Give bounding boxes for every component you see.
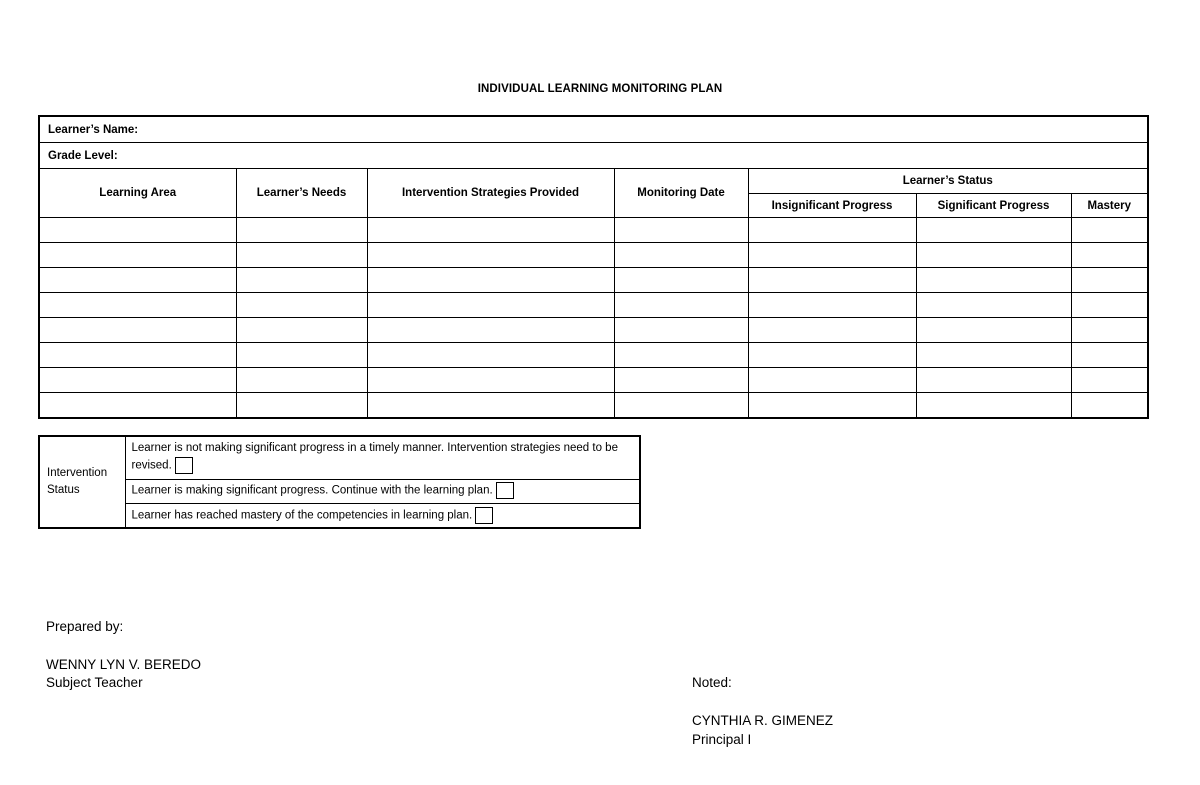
- table-row: [39, 318, 1148, 343]
- table-cell[interactable]: [748, 243, 916, 268]
- table-cell[interactable]: [236, 293, 367, 318]
- table-cell[interactable]: [614, 393, 748, 419]
- table-cell[interactable]: [916, 243, 1071, 268]
- table-row: [39, 343, 1148, 368]
- table-cell[interactable]: [1071, 393, 1148, 419]
- header-monitoring-date: Monitoring Date: [614, 169, 748, 218]
- table-row: [39, 243, 1148, 268]
- table-cell[interactable]: [1071, 268, 1148, 293]
- table-cell[interactable]: [1071, 243, 1148, 268]
- noted-name: CYNTHIA R. GIMENEZ: [692, 713, 834, 728]
- table-cell[interactable]: [916, 393, 1071, 419]
- table-cell[interactable]: [39, 318, 236, 343]
- noted-role: Principal I: [692, 732, 752, 747]
- learner-name-field[interactable]: [39, 116, 1148, 143]
- monitoring-plan-table: [38, 115, 1149, 419]
- table-cell[interactable]: [236, 393, 367, 419]
- table-cell[interactable]: [236, 343, 367, 368]
- table-cell[interactable]: [236, 218, 367, 243]
- status-revise-checkbox[interactable]: [175, 457, 193, 474]
- table-cell[interactable]: [367, 368, 614, 393]
- table-row: [39, 368, 1148, 393]
- table-cell[interactable]: [916, 343, 1071, 368]
- header-learners-status: Learner’s Status: [748, 169, 1148, 194]
- table-cell[interactable]: [748, 293, 916, 318]
- status-option-mastery: [125, 503, 640, 528]
- table-cell[interactable]: [367, 318, 614, 343]
- status-option-revise-text: Learner is not making significant progress in a timely manner. Intervention strategies need to be revised.: [131, 442, 618, 473]
- header-learning-area: Learning Area: [39, 169, 236, 218]
- intervention-status-label: Intervention Status: [39, 436, 125, 528]
- table-cell[interactable]: [748, 393, 916, 419]
- table-cell[interactable]: [367, 218, 614, 243]
- table-cell[interactable]: [1071, 318, 1148, 343]
- table-cell[interactable]: [1071, 343, 1148, 368]
- table-cell[interactable]: [748, 368, 916, 393]
- table-row: [39, 218, 1148, 243]
- table-cell[interactable]: [236, 318, 367, 343]
- table-cell[interactable]: [614, 343, 748, 368]
- status-option-mastery-text: Learner has reached mastery of the competencies in learning plan.: [131, 509, 473, 522]
- table-row: [39, 293, 1148, 318]
- table-cell[interactable]: [236, 268, 367, 293]
- table-cell[interactable]: [916, 268, 1071, 293]
- table-cell[interactable]: [39, 293, 236, 318]
- table-cell[interactable]: [39, 218, 236, 243]
- status-mastery-checkbox[interactable]: [475, 507, 493, 524]
- status-option-revise: [125, 436, 640, 479]
- grade-level-label: Grade Level:: [48, 149, 118, 162]
- header-intervention-strategies: Intervention Strategies Provided: [367, 169, 614, 218]
- document-title: INDIVIDUAL LEARNING MONITORING PLAN: [477, 83, 723, 95]
- table-cell[interactable]: [916, 368, 1071, 393]
- table-cell[interactable]: [614, 318, 748, 343]
- status-continue-checkbox[interactable]: [496, 482, 514, 499]
- table-cell[interactable]: [614, 368, 748, 393]
- table-cell[interactable]: [39, 243, 236, 268]
- table-cell[interactable]: [39, 343, 236, 368]
- header-insignificant-progress: Insignificant Progress: [748, 194, 916, 218]
- table-cell[interactable]: [1071, 368, 1148, 393]
- header-mastery: Mastery: [1071, 194, 1148, 218]
- table-cell[interactable]: [367, 293, 614, 318]
- table-cell[interactable]: [39, 268, 236, 293]
- table-cell[interactable]: [367, 393, 614, 419]
- table-cell[interactable]: [916, 318, 1071, 343]
- header-learners-needs: Learner’s Needs: [236, 169, 367, 218]
- table-cell[interactable]: [367, 343, 614, 368]
- table-cell[interactable]: [748, 218, 916, 243]
- table-row: [39, 268, 1148, 293]
- table-cell[interactable]: [1071, 218, 1148, 243]
- table-cell[interactable]: [614, 293, 748, 318]
- noted-label: Noted:: [692, 675, 732, 690]
- intervention-status-table: [38, 435, 641, 529]
- table-cell[interactable]: [916, 293, 1071, 318]
- status-option-continue-text: Learner is making significant progress. Continue with the learning plan.: [131, 484, 493, 497]
- status-option-continue: [125, 479, 640, 503]
- table-cell[interactable]: [916, 218, 1071, 243]
- table-cell[interactable]: [614, 218, 748, 243]
- learner-name-label: Learner’s Name:: [48, 123, 139, 136]
- table-cell[interactable]: [748, 318, 916, 343]
- header-significant-progress: Significant Progress: [916, 194, 1071, 218]
- table-cell[interactable]: [367, 243, 614, 268]
- prepared-by-role: Subject Teacher: [46, 675, 143, 690]
- table-cell[interactable]: [614, 268, 748, 293]
- table-cell[interactable]: [39, 368, 236, 393]
- table-cell[interactable]: [748, 268, 916, 293]
- table-cell[interactable]: [748, 343, 916, 368]
- grade-level-field[interactable]: [39, 143, 1148, 169]
- table-cell[interactable]: [236, 243, 367, 268]
- table-cell[interactable]: [614, 243, 748, 268]
- prepared-by-label: Prepared by:: [46, 619, 124, 634]
- table-cell[interactable]: [367, 268, 614, 293]
- table-row: [39, 393, 1148, 419]
- table-cell[interactable]: [1071, 293, 1148, 318]
- prepared-by-name: WENNY LYN V. BEREDO: [46, 657, 202, 672]
- table-cell[interactable]: [236, 368, 367, 393]
- table-cell[interactable]: [39, 393, 236, 419]
